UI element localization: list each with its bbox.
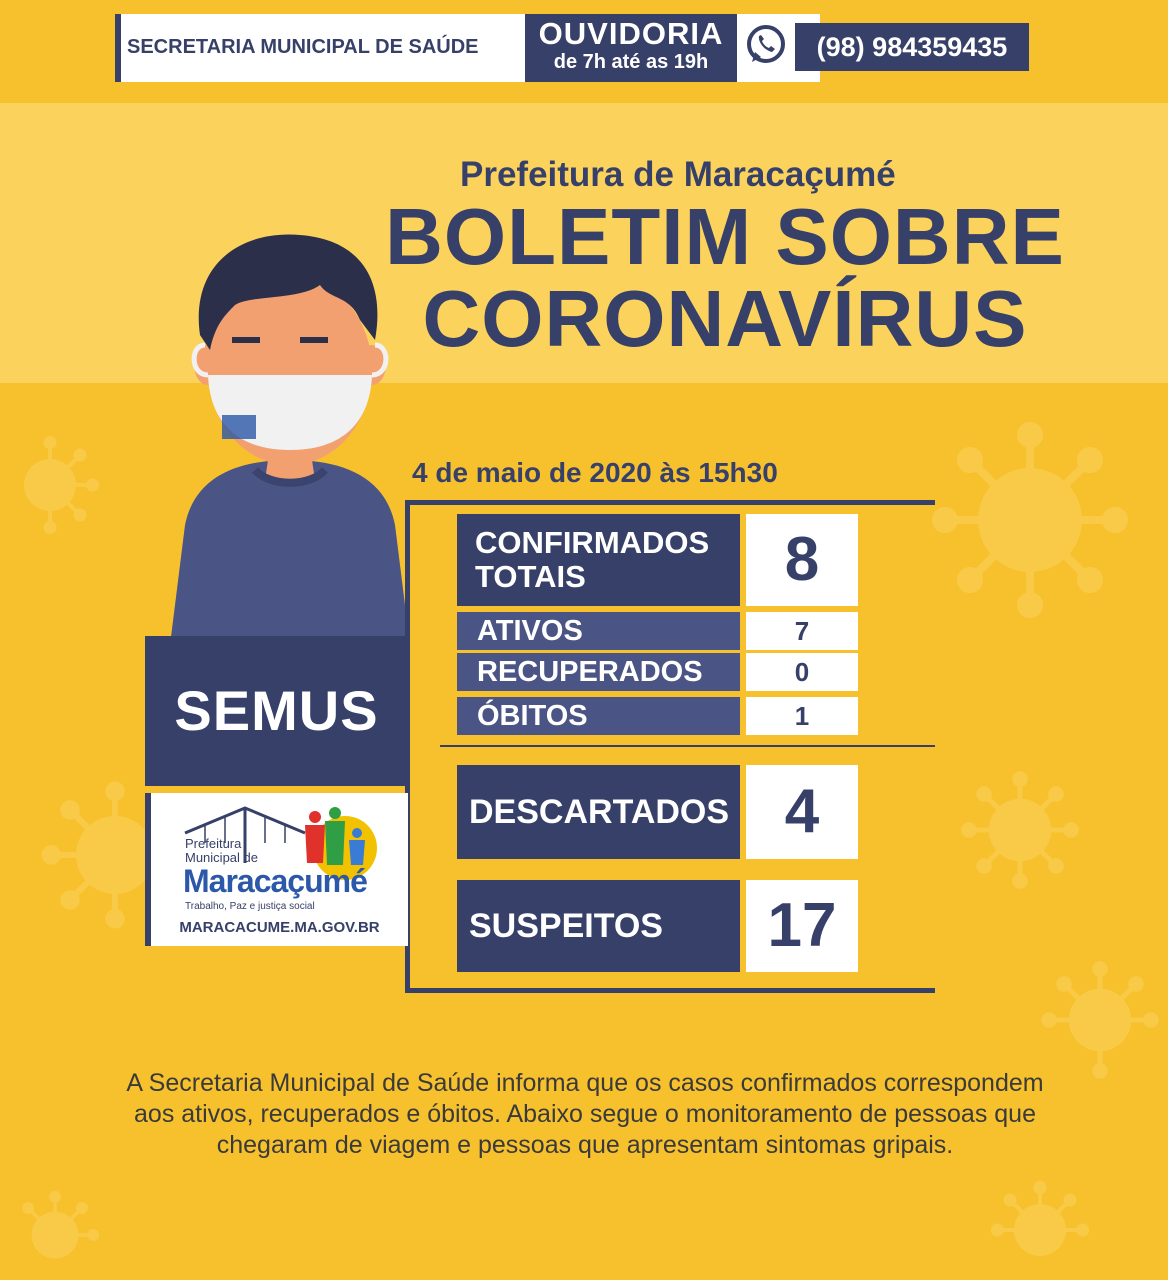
footer-line-3: chegaram de viagem e pessoas que apresentam sintomas gripais. xyxy=(216,1131,954,1159)
logo-line-2: Municipal de xyxy=(185,850,258,865)
logo-brand: Maracaçumé xyxy=(183,863,367,899)
header-accent xyxy=(115,14,121,82)
maracacume-logo-card xyxy=(145,793,408,946)
descartados-label: DESCARTADOS xyxy=(457,765,740,859)
ouvidoria-hours: de 7h até as 19h xyxy=(553,51,709,73)
phone-number[interactable]: (98) 984359435 xyxy=(795,23,1029,71)
logo-prefeitura-text xyxy=(185,837,258,865)
suspeitos-value: 17 xyxy=(746,880,858,972)
ativos-value: 7 xyxy=(746,612,858,650)
secretaria-label: SECRETARIA MUNICIPAL DE SAÚDE xyxy=(127,36,479,58)
title-line-1: BOLETIM SOBRE xyxy=(385,192,1065,281)
masked-person-illustration xyxy=(150,225,430,645)
virus-icon xyxy=(1040,960,1160,1080)
recuperados-value: 0 xyxy=(746,653,858,691)
confirmados-value: 8 xyxy=(746,514,858,606)
footer-line-2: aos ativos, recuperados e óbitos. Abaixo segue o monitoramento de pessoas que xyxy=(134,1100,1036,1128)
virus-icon xyxy=(930,420,1130,620)
semus-label: SEMUS xyxy=(145,636,408,786)
page-title xyxy=(375,192,1075,363)
logo-tagline: Trabalho, Paz e justiça social xyxy=(185,901,315,912)
bulletin-date: 4 de maio de 2020 às 15h30 xyxy=(412,457,778,488)
obitos-value: 1 xyxy=(746,697,858,735)
ouvidoria-title: OUVIDORIA xyxy=(538,16,724,51)
descartados-value: 4 xyxy=(746,765,858,859)
virus-icon xyxy=(0,430,100,540)
logo-line-1: Prefeitura xyxy=(185,836,242,851)
subtitle: Prefeitura de Maracaçumé xyxy=(460,155,896,194)
title-line-2: CORONAVÍRUS xyxy=(422,274,1028,363)
obitos-label: ÓBITOS xyxy=(457,697,740,735)
table-divider xyxy=(440,745,935,747)
footer-line-1: A Secretaria Municipal de Saúde informa que os casos confirmados correspondem xyxy=(126,1069,1044,1097)
bracket-bottom-line xyxy=(405,988,935,993)
confirmados-label-line-1: CONFIRMADOS xyxy=(475,525,710,560)
virus-icon xyxy=(980,1180,1100,1280)
bracket-top-line xyxy=(405,500,935,505)
virus-icon xyxy=(960,770,1080,890)
whatsapp-icon xyxy=(744,22,788,66)
website-url[interactable]: MARACACUME.MA.GOV.BR xyxy=(179,919,380,936)
confirmados-label xyxy=(457,514,740,606)
suspeitos-label: SUSPEITOS xyxy=(457,880,740,972)
ativos-label: ATIVOS xyxy=(457,612,740,650)
ouvidoria-box xyxy=(525,14,737,82)
virus-icon xyxy=(10,1190,100,1280)
confirmados-label-line-2: TOTAIS xyxy=(475,559,586,594)
footer-note xyxy=(60,1068,1110,1161)
recuperados-label: RECUPERADOS xyxy=(457,653,740,691)
